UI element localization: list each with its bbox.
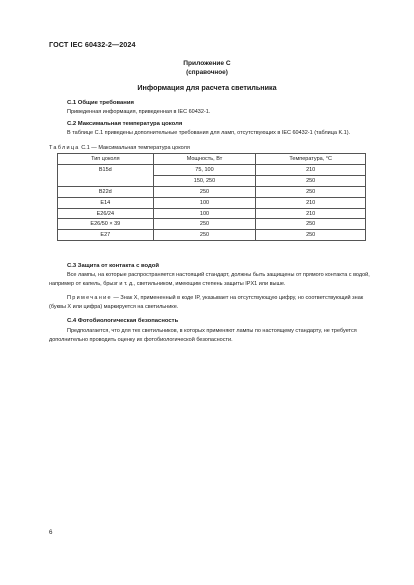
table-cell: 100 bbox=[153, 197, 256, 208]
page-number: 6 bbox=[49, 529, 53, 536]
table-cell: E26/50 × 39 bbox=[58, 219, 154, 230]
section-c2-title: C.2 Максимальная температура цоколя bbox=[67, 121, 183, 127]
table-cell: 250 bbox=[256, 175, 366, 186]
table-header-cell: Мощность, Вт bbox=[153, 154, 256, 165]
table-cell: B15d bbox=[58, 165, 154, 176]
section-c1-title: C.1 Общие требования bbox=[67, 100, 134, 106]
section-c4-title: C.4 Фотобиологическая безопасность bbox=[67, 318, 179, 324]
note-text: — Знак X, примененный в коде IP, указывает на отсутствующую цифру, но соответствующий знак (буквы X или цифра) маркируется на светильнике. bbox=[49, 295, 364, 310]
section-c3-title: C.3 Защита от контакта с водой bbox=[67, 263, 160, 269]
table-caption bbox=[49, 145, 190, 151]
table-cell: 210 bbox=[256, 197, 366, 208]
annex-heading: Информация для расчета светильника bbox=[137, 83, 277, 92]
table-cell: 100 bbox=[153, 208, 256, 219]
table-header-cell: Тип цоколя bbox=[58, 154, 154, 165]
table-cell: B22d bbox=[58, 186, 154, 197]
table-cell: 250 bbox=[256, 186, 366, 197]
table-cell: 150, 250 bbox=[153, 175, 256, 186]
table-row bbox=[58, 230, 366, 241]
table-caption-prefix: Таблица bbox=[49, 145, 80, 151]
table-cell: E26/24 bbox=[58, 208, 154, 219]
table-row bbox=[58, 175, 366, 186]
table-cell: 250 bbox=[153, 219, 256, 230]
annex-subtitle: (справочное) bbox=[186, 69, 228, 76]
table-cell: E27 bbox=[58, 230, 154, 241]
table-cell: 250 bbox=[153, 230, 256, 241]
table-cell: 250 bbox=[256, 219, 366, 230]
table-cell: E14 bbox=[58, 197, 154, 208]
table-cell: 250 bbox=[256, 230, 366, 241]
section-c2-text: В таблице C.1 приведены дополнительные требования для ламп, отсутствующих в IEC 60432-1 (таблица K.1). bbox=[67, 130, 351, 136]
table-row bbox=[58, 208, 366, 219]
table-cell: 210 bbox=[256, 208, 366, 219]
table-header-row bbox=[58, 154, 366, 165]
table-cell bbox=[58, 175, 154, 186]
document-code: ГОСТ IEC 60432-2—2024 bbox=[49, 40, 136, 49]
table-cell: 250 bbox=[153, 186, 256, 197]
table-cell: 75, 100 bbox=[153, 165, 256, 176]
table-cell: 210 bbox=[256, 165, 366, 176]
table-row bbox=[58, 219, 366, 230]
section-c1-text: Приведенная информация, приведенная в IEC 60432-1. bbox=[67, 109, 211, 115]
section-c3-text: Все лампы, на которые распространяется настоящий стандарт, должны быть защищены от прямого контакта с водой, например от капель, брызг и т. д., светильником, имеющим степень защиты IPX1 или выше. bbox=[49, 272, 370, 287]
table-caption-text: C.1 — Максимальная температура цоколя bbox=[79, 145, 190, 151]
annex-title: Приложение C bbox=[183, 60, 231, 67]
section-c4-text: Предполагается, что для тех светильников, в которых применяют лампы по настоящему стандарту, не требуется дополнительно проводить оценку их фотобиологической безопасности. bbox=[49, 328, 357, 343]
note bbox=[49, 294, 371, 312]
table-row bbox=[58, 197, 366, 208]
data-table bbox=[57, 153, 366, 241]
table-header-cell: Температура, °С bbox=[256, 154, 366, 165]
note-label: Примечание bbox=[67, 295, 112, 301]
table-row bbox=[58, 186, 366, 197]
table-row bbox=[58, 165, 366, 176]
